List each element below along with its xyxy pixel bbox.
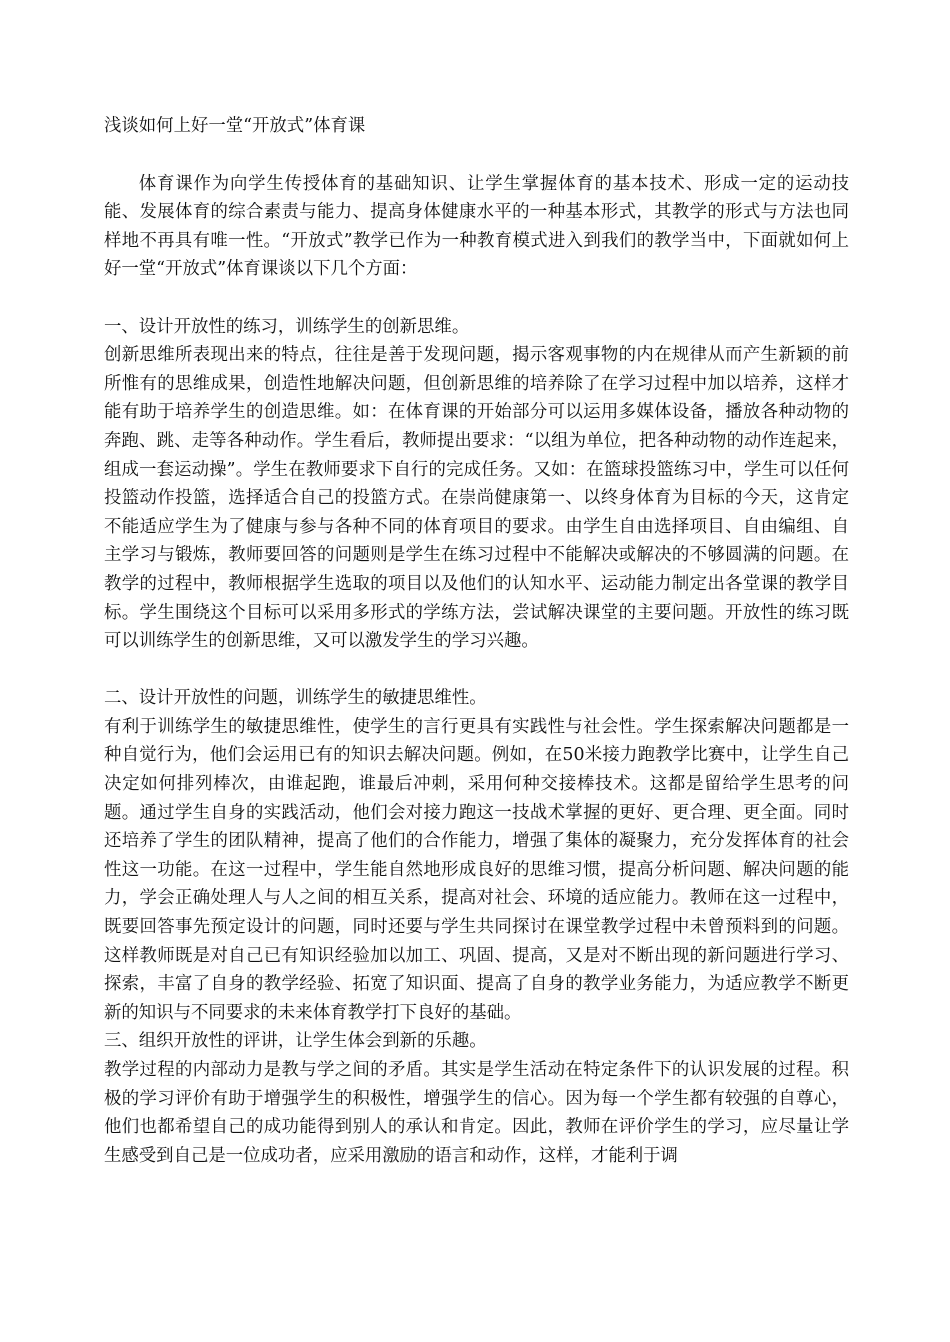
document-page bbox=[104, 112, 849, 1170]
document-title: 浅谈如何上好一堂“开放式”体育课 bbox=[104, 116, 366, 136]
paragraph-spacer bbox=[104, 656, 849, 685]
section-1-body: 创新思维所表现出来的特点，往往是善于发现问题，揭示客观事物的内在规律从而产生新颖的前所惟有的思维成果，创造性地解决问题，但创新思维的培养除了在学习过程中加以培养，这样才能有助于培养学生的创造思维。如：在体育课的开始部分可以运用多媒体设备，播放各种动物的奔跑、跳、走等各种动作。学生看后，教师提出要求：“以组为单位，把各种动物的动作连起来，组成一套运动操”。学生在教师要求下自行的完成任务。又如：在篮球投篮练习中，学生可以任何投篮动作投篮，选择适合自己的投篮方式。在崇尚健康第一、以终身体育为目标的今天，这肯定不能适应学生为了健康与参与各种不同的体育项目的要求。由学生自由选择项目、自由编组、自主学习与锻炼，教师要回答的问题则是学生在练习过程中不能解决或解决的不够圆满的问题。在教学的过程中，教师根据学生选取的项目以及他们的认知水平、运动能力制定出各堂课的教学目标。学生围绕这个目标可以采用多形式的学练方法，尝试解决课堂的主要问题。开放性的练习既可以训练学生的创新思维，又可以激发学生的学习兴趣。 bbox=[104, 345, 849, 652]
paragraph-spacer bbox=[104, 284, 849, 313]
intro-paragraph: 体育课作为向学生传授体育的基础知识、让学生掌握体育的基本技术、形成一定的运动技能、发展体育的综合素责与能力、提高身体健康水平的一种基本形式，其教学的形式与方法也同样地不再具有唯一性。“开放式”教学已作为一种教育模式进入到我们的教学当中，下面就如何上好一堂“开放式”体育课谈以下几个方面： bbox=[104, 173, 849, 280]
section-2-heading: 二、设计开放性的问题，训练学生的敏捷思维性。 bbox=[104, 688, 487, 709]
section-3-body: 教学过程的内部动力是教与学之间的矛盾。其实是学生活动在特定条件下的认识发展的过程。积极的学习评价有助于增强学生的积极性，增强学生的信心。因为每一个学生都有较强的自尊心，他们也都希望自己的成功能得到别人的承认和肯定。因此，教师在评价学生的学习，应尽量让学生感受到自己是一位成功者，应采用激励的语言和动作，这样，才能利于调 bbox=[104, 1060, 849, 1166]
section-2-body: 有利于训练学生的敏捷思维性，使学生的言行更具有实践性与社会性。学生探索解决问题都是一种自觉行为，他们会运用已有的知识去解决问题。例如，在50米接力跑教学比赛中，让学生自己决定如何排列棒次，由谁起跑，谁最后冲刺，采用何种交接棒技术。这都是留给学生思考的问题。通过学生自身的实践活动，他们会对接力跑这一技战术掌握的更好、更合理、更全面。同时还培养了学生的团队精神，提高了他们的合作能力，增强了集体的凝聚力，充分发挥体育的社会性这一功能。在这一过程中，学生能自然地形成良好的思维习惯，提高分析问题、解决问题的能力，学会正确处理人与人之间的相互关系，提高对社会、环境的适应能力。教师在这一过程中，既要回答事先预定设计的问题，同时还要与学生共同探讨在课堂教学过程中未曾预料到的问题。这样教师既是对自己已有知识经验加以加工、巩固、提高，又是对不断出现的新问题进行学习、探索，丰富了自身的教学经验、拓宽了知识面、提高了自身的教学业务能力，为适应教学不断更新的知识与不同要求的未来体育教学打下良好的基础。 bbox=[104, 716, 849, 1023]
section-3-heading: 三、组织开放性的评讲，让学生体会到新的乐趣。 bbox=[104, 1031, 487, 1052]
section-1-heading: 一、设计开放性的练习，训练学生的创新思维。 bbox=[104, 316, 470, 337]
